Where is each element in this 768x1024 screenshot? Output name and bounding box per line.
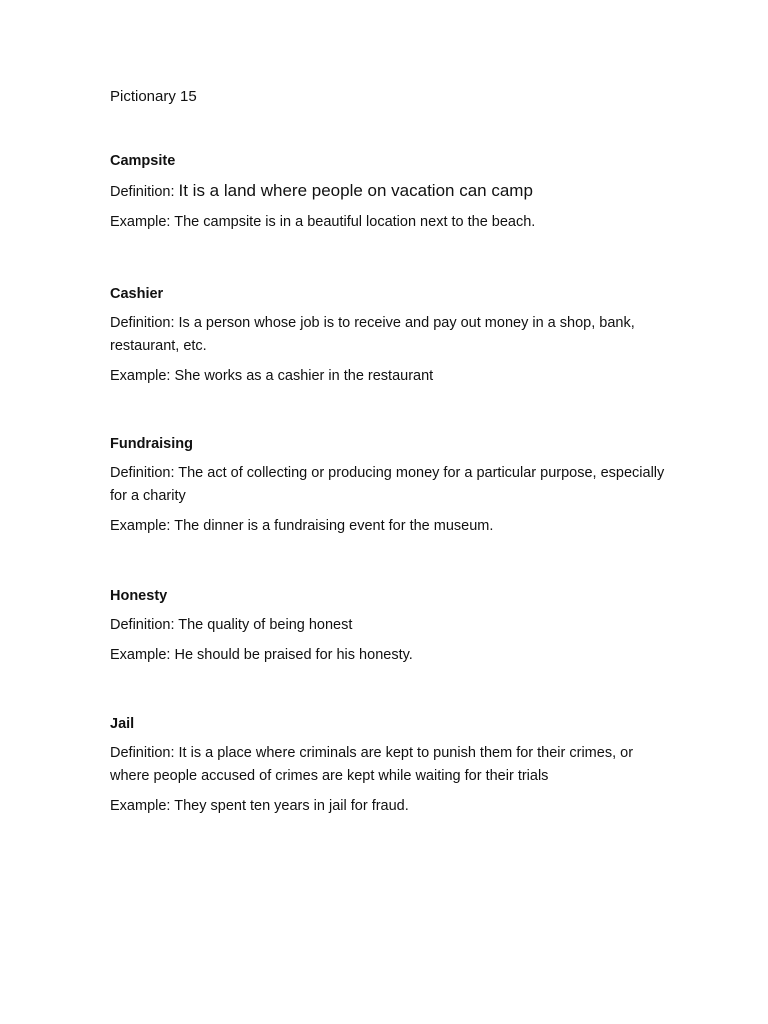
entry-definition bbox=[110, 312, 670, 358]
vocabulary-entry bbox=[110, 285, 670, 395]
entry-term: Honesty bbox=[110, 588, 168, 604]
entry-definition bbox=[110, 614, 670, 637]
entry-definition bbox=[110, 179, 670, 204]
definition-text: The quality of being honest bbox=[178, 617, 353, 633]
entry-example bbox=[110, 211, 670, 234]
example-text: They spent ten years in jail for fraud. bbox=[174, 798, 409, 814]
definition-label: Definition: bbox=[110, 745, 175, 761]
entry-definition bbox=[110, 462, 670, 508]
vocabulary-entry bbox=[110, 715, 670, 825]
example-label: Example: bbox=[110, 798, 171, 814]
definition-label: Definition: bbox=[110, 617, 175, 633]
entry-term: Fundraising bbox=[110, 436, 193, 452]
entry-example bbox=[110, 795, 670, 818]
entry-example bbox=[110, 365, 670, 388]
definition-text: It is a place where criminals are kept to punish them for their crimes, or where people accused of crimes are kept while waiting for their trials bbox=[110, 745, 634, 784]
entry-example bbox=[110, 644, 670, 667]
example-text: The dinner is a fundraising event for the museum. bbox=[174, 518, 494, 534]
example-label: Example: bbox=[110, 368, 171, 384]
example-label: Example: bbox=[110, 214, 171, 230]
example-text: She works as a cashier in the restaurant bbox=[174, 368, 434, 384]
entry-term: Campsite bbox=[110, 153, 176, 169]
entry-term: Cashier bbox=[110, 286, 164, 302]
vocabulary-entry bbox=[110, 587, 670, 674]
example-text: He should be praised for his honesty. bbox=[174, 647, 413, 663]
example-label: Example: bbox=[110, 647, 171, 663]
definition-text: The act of collecting or producing money for a particular purpose, especially for a charity bbox=[110, 465, 665, 504]
definition-label: Definition: bbox=[110, 184, 175, 200]
definition-label: Definition: bbox=[110, 465, 175, 481]
definition-text: Is a person whose job is to receive and pay out money in a shop, bank, restaurant, etc. bbox=[110, 315, 635, 354]
example-label: Example: bbox=[110, 518, 171, 534]
entry-term: Jail bbox=[110, 716, 135, 732]
page-title: Pictionary 15 bbox=[110, 88, 197, 105]
entry-definition bbox=[110, 742, 670, 788]
definition-text: It is a land where people on vacation can camp bbox=[178, 181, 533, 200]
vocabulary-entry bbox=[110, 435, 670, 545]
example-text: The campsite is in a beautiful location next to the beach. bbox=[174, 214, 536, 230]
definition-label: Definition: bbox=[110, 315, 175, 331]
entry-example bbox=[110, 515, 670, 538]
vocabulary-entry bbox=[110, 152, 670, 241]
